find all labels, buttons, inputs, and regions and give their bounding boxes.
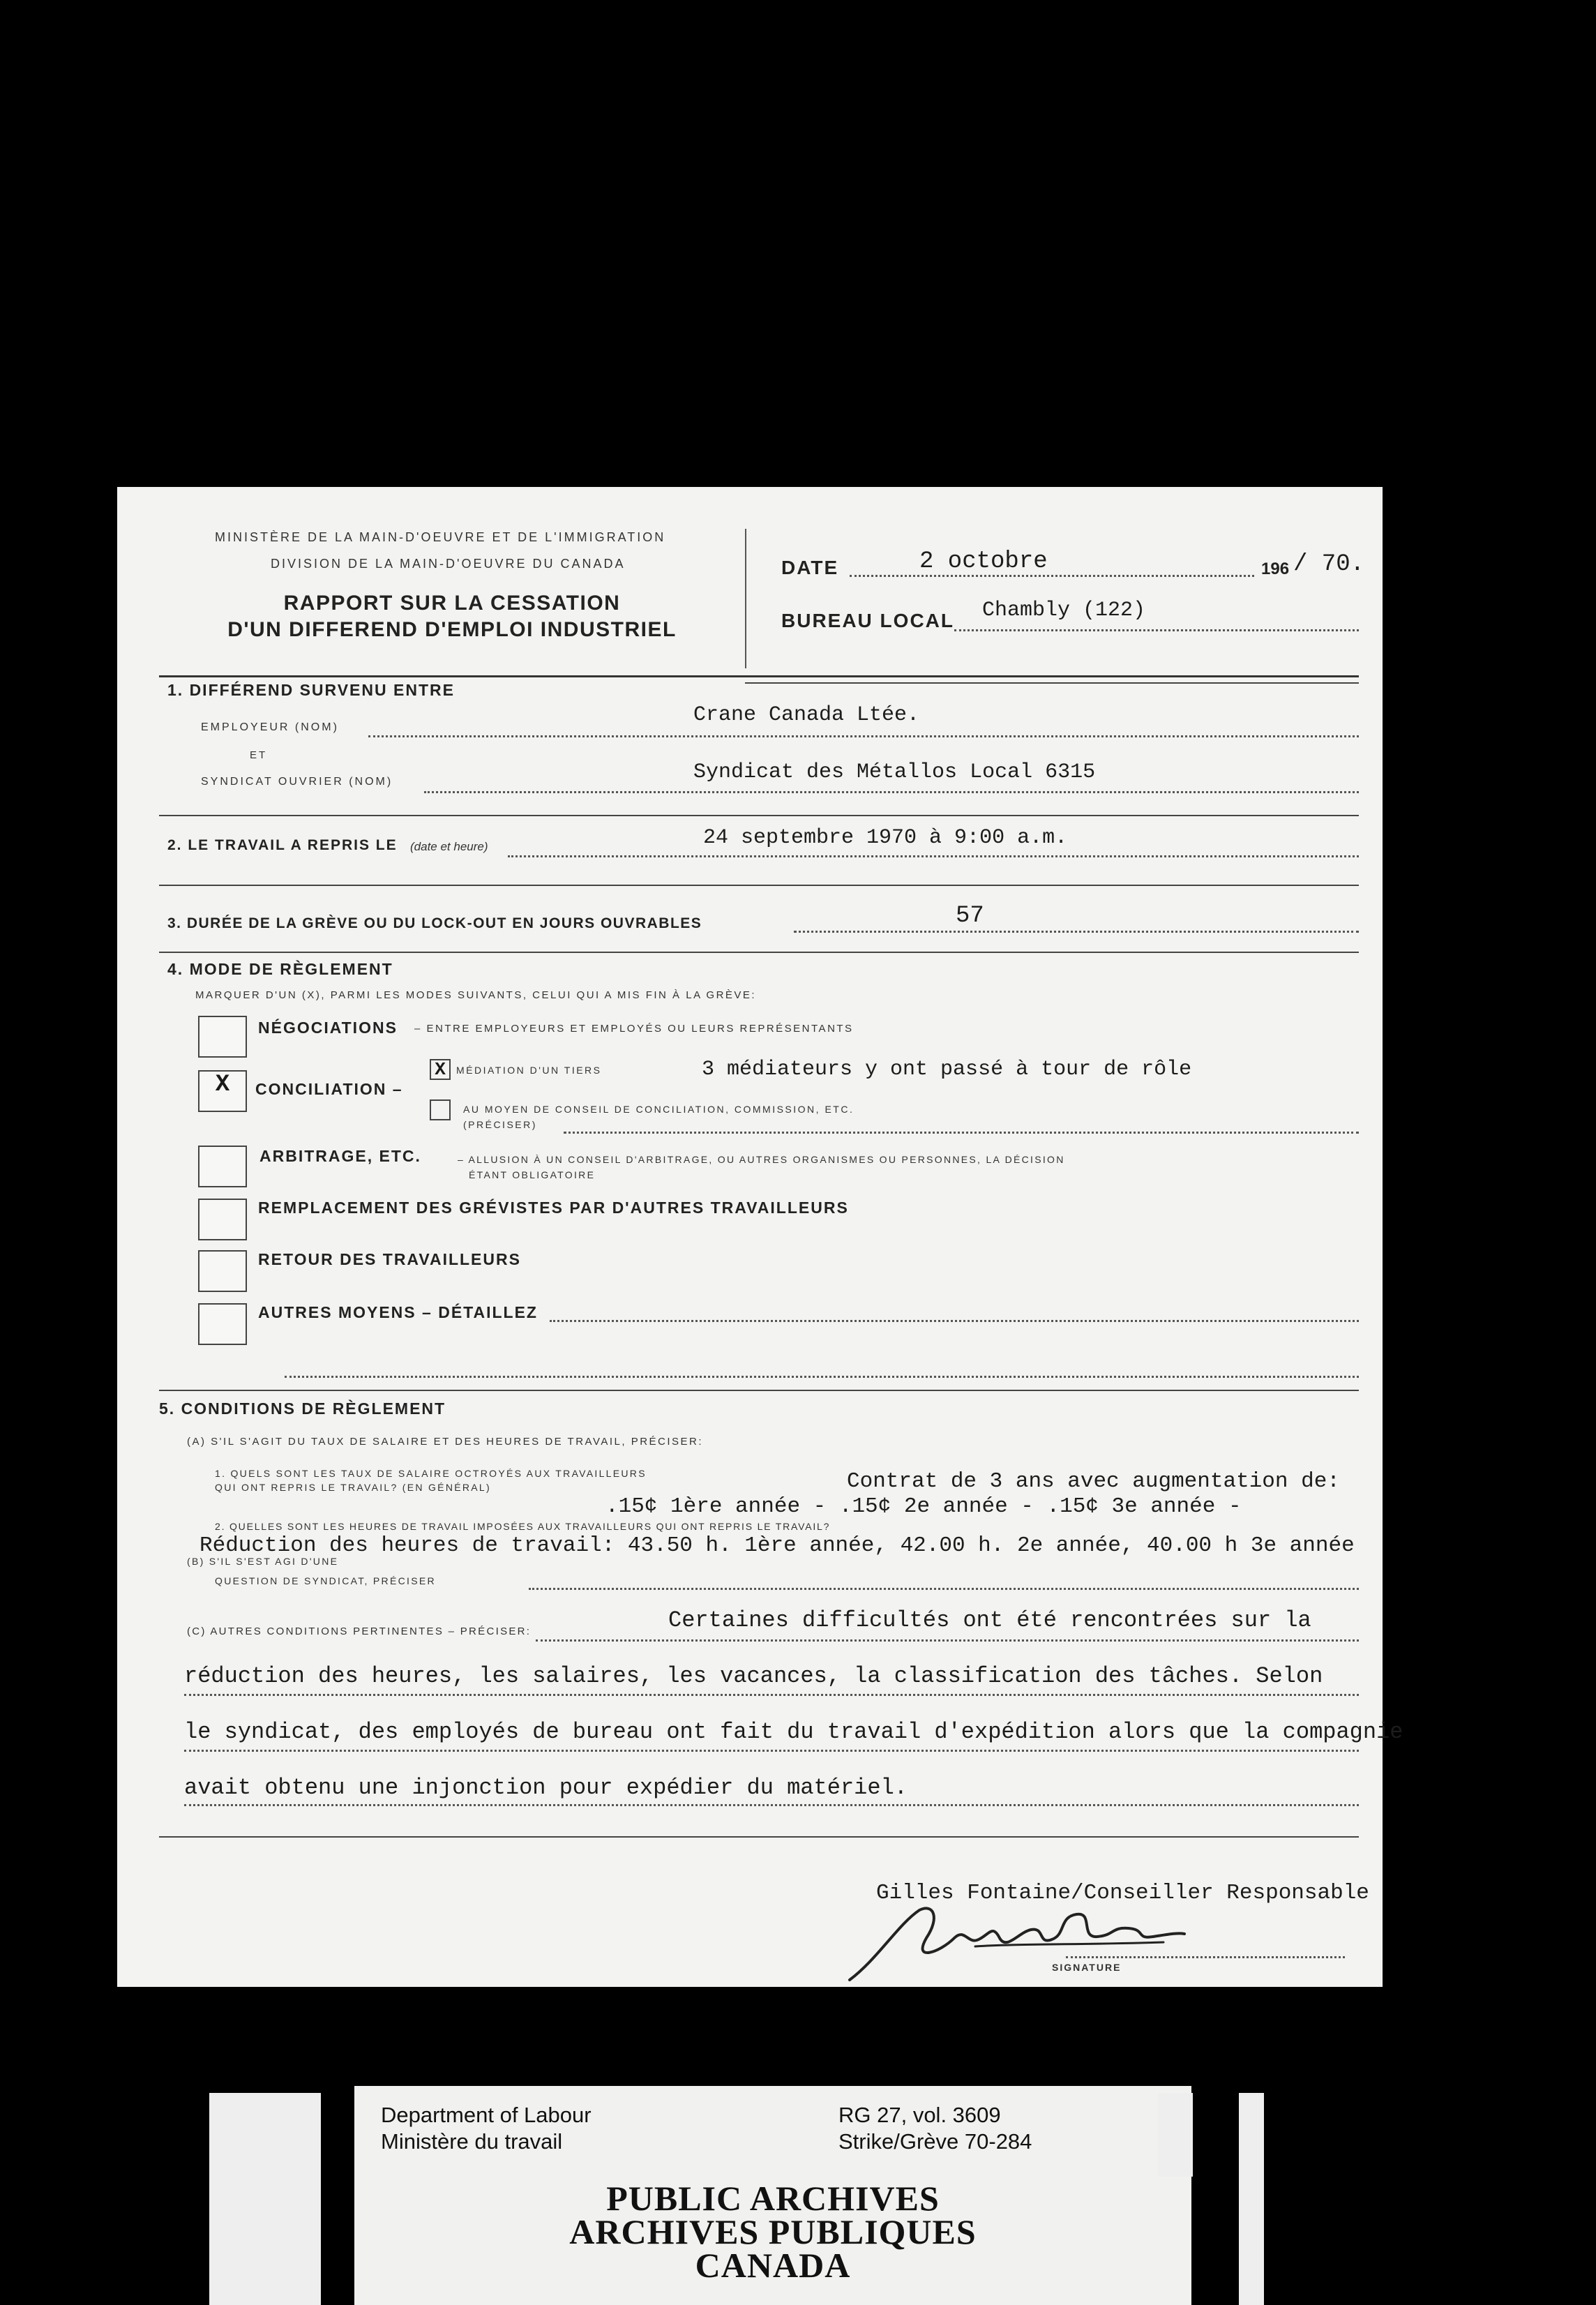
header-divider (745, 529, 746, 668)
signer-name: Gilles Fontaine/Conseiller Responsable (876, 1881, 1369, 1905)
label-tab-left (209, 2093, 321, 2305)
arbitrage-desc-1: – ALLUSION À UN CONSEIL D'ARBITRAGE, OU AUTRES ORGANISMES OU PERSONNES, LA DÉCISION (458, 1154, 1065, 1165)
arbitrage-desc-2: ÉTANT OBLIGATOIRE (469, 1169, 596, 1180)
archives-french: ARCHIVES PUBLIQUES (569, 2212, 977, 2251)
employer-label: EMPLOYEUR (NOM) (201, 721, 339, 733)
conseil-label-2: (PRÉCISER) (463, 1119, 537, 1130)
section2-heading: 2. LE TRAVAIL A REPRIS LE (167, 837, 398, 853)
archives-english: PUBLIC ARCHIVES (606, 2179, 940, 2218)
section5c-label: (C) AUTRES CONDITIONS PERTINENTES – PRÉCISER: (187, 1625, 532, 1637)
question1-line2: QUI ONT REPRIS LE TRAVAIL? (EN GÉNÉRAL) (215, 1482, 491, 1493)
employer-dots (368, 735, 1359, 737)
answer1-line2: .15¢ 1ère année - .15¢ 2e année - .15¢ 3e année - (605, 1494, 1242, 1519)
rule-s1 (159, 815, 1359, 816)
question2: 2. QUELLES SONT LES HEURES DE TRAVAIL IMPOSÉES AUX TRAVAILLEURS QUI ONT REPRIS LE TRAVAIL? (215, 1521, 831, 1532)
retour-label: RETOUR DES TRAVAILLEURS (258, 1250, 521, 1268)
mediation-mark: X (435, 1059, 446, 1080)
conciliation-label: CONCILIATION – (255, 1080, 403, 1098)
section5c-line3: le syndicat, des employés de bureau ont fait du travail d'expédition alors que la compagnie (184, 1719, 1403, 1745)
checkbox-mediation[interactable] (430, 1059, 451, 1080)
form-title-line2: D'UN DIFFEREND D'EMPLOI INDUSTRIEL (227, 618, 677, 641)
section2-value: 24 septembre 1970 à 9:00 a.m. (703, 826, 1068, 850)
section5b-line2: QUESTION DE SYNDICAT, PRÉCISER (215, 1575, 436, 1586)
date-label: DATE (781, 557, 839, 578)
negociations-label: NÉGOCIATIONS (258, 1019, 398, 1037)
conseil-dots (564, 1132, 1359, 1134)
checkbox-autres[interactable] (198, 1303, 247, 1345)
autres-dots-2 (285, 1376, 1359, 1378)
section5c-dots-3 (184, 1750, 1359, 1752)
archive-label-card (354, 2086, 1191, 2305)
section5c-dots-4 (184, 1804, 1359, 1806)
strike-reference: Strike/Grève 70-284 (838, 2129, 1032, 2154)
section2-dots (508, 855, 1359, 857)
section5a: (A) S'IL S'AGIT DU TAUX DE SALAIRE ET DES HEURES DE TRAVAIL, PRÉCISER: (187, 1436, 704, 1448)
et-label: ET (250, 749, 268, 761)
section5b-dots (529, 1588, 1359, 1590)
arbitrage-label: ARBITRAGE, ETC. (259, 1147, 421, 1165)
negociations-desc: – ENTRE EMPLOYEURS ET EMPLOYÉS OU LEURS REPRÉSENTANTS (414, 1023, 854, 1035)
autres-dots-1 (550, 1320, 1359, 1322)
section4-instruction: MARQUER D'UN (X), PARMI LES MODES SUIVANTS, CELUI QUI A MIS FIN À LA GRÈVE: (195, 989, 757, 1001)
year-prefix: 196 (1261, 560, 1290, 578)
section5c-line4: avait obtenu une injonction pour expédier du matériel. (184, 1775, 908, 1801)
signature-label: SIGNATURE (1052, 1962, 1122, 1973)
year-value: / 70. (1293, 551, 1365, 578)
rule-s2 (159, 885, 1359, 886)
dept-french: Ministère du travail (381, 2129, 563, 2154)
mediation-label: MÉDIATION D'UN TIERS (456, 1065, 602, 1076)
strike-report-form (117, 487, 1403, 1987)
section2-note: (date et heure) (410, 840, 488, 853)
rule-s3 (159, 952, 1359, 953)
dept-english: Department of Labour (381, 2103, 592, 2127)
archive-reference: RG 27, vol. 3609 (838, 2103, 1001, 2127)
checkbox-conciliation[interactable] (198, 1070, 247, 1112)
section5c-dots-1 (536, 1639, 1359, 1642)
section3-dots (794, 931, 1359, 933)
answer1-line1: Contrat de 3 ans avec augmentation de: (847, 1469, 1340, 1494)
form-title-line1: RAPPORT SUR LA CESSATION (283, 592, 621, 615)
rule-s5 (159, 1836, 1359, 1838)
bureau-label: BUREAU LOCAL (781, 610, 954, 631)
conseil-label-1: AU MOYEN DE CONSEIL DE CONCILIATION, COMMISSION, ETC. (463, 1104, 855, 1115)
section5c-line2: réduction des heures, les salaires, les vacances, la classification des tâches. Selon (184, 1663, 1323, 1689)
date-dots (850, 575, 1254, 577)
division-line: DIVISION DE LA MAIN-D'OEUVRE DU CANADA (271, 557, 626, 571)
union-value: Syndicat des Métallos Local 6315 (693, 760, 1096, 784)
label-tab-right-1 (1158, 2093, 1193, 2177)
section3-value: 57 (956, 903, 984, 929)
question1-line1: 1. QUELS SONT LES TAUX DE SALAIRE OCTROYÉS AUX TRAVAILLEURS (215, 1468, 647, 1479)
employer-value: Crane Canada Ltée. (693, 703, 920, 727)
rule-top (159, 675, 1359, 677)
section5b-line1: (B) S'IL S'EST AGI D'UNE (187, 1556, 339, 1567)
archives-country: CANADA (695, 2246, 851, 2285)
date-value: 2 octobre (919, 548, 1048, 575)
bureau-value: Chambly (122) (982, 599, 1146, 622)
label-tab-right-2 (1239, 2093, 1264, 2305)
handwritten-signature (836, 1896, 1198, 1987)
checkbox-retour[interactable] (198, 1250, 247, 1292)
ministry-line: MINISTÈRE DE LA MAIN-D'OEUVRE ET DE L'IMMIGRATION (215, 530, 666, 544)
answer2: Réduction des heures de travail: 43.50 h. 1ère année, 42.00 h. 2e année, 40.00 h 3e année (200, 1533, 1355, 1558)
conciliation-mark: X (215, 1072, 230, 1098)
section3-heading: 3. DURÉE DE LA GRÈVE OU DU LOCK-OUT EN JOURS OUVRABLES (167, 915, 702, 931)
autres-label: AUTRES MOYENS – DÉTAILLEZ (258, 1303, 538, 1321)
bureau-dots (954, 629, 1359, 631)
section4-heading: 4. MODE DE RÈGLEMENT (167, 960, 393, 978)
checkbox-negociations[interactable] (198, 1016, 247, 1058)
rule-top-2 (745, 682, 1359, 684)
section1-heading: 1. DIFFÉREND SURVENU ENTRE (167, 681, 455, 699)
section5c-dots-2 (184, 1694, 1359, 1696)
union-dots (424, 791, 1359, 793)
mediation-value: 3 médiateurs y ont passé à tour de rôle (702, 1058, 1192, 1081)
rule-s4 (159, 1390, 1359, 1391)
section5c-line1: Certaines difficultés ont été rencontrées sur la (668, 1607, 1311, 1633)
checkbox-remplacement[interactable] (198, 1199, 247, 1240)
remplacement-label: REMPLACEMENT DES GRÉVISTES PAR D'AUTRES TRAVAILLEURS (258, 1199, 849, 1217)
union-label: SYNDICAT OUVRIER (NOM) (201, 776, 393, 788)
checkbox-arbitrage[interactable] (198, 1146, 247, 1187)
section5-heading: 5. CONDITIONS DE RÈGLEMENT (159, 1399, 446, 1418)
signature-dots (1066, 1956, 1345, 1958)
checkbox-conseil[interactable] (430, 1099, 451, 1120)
